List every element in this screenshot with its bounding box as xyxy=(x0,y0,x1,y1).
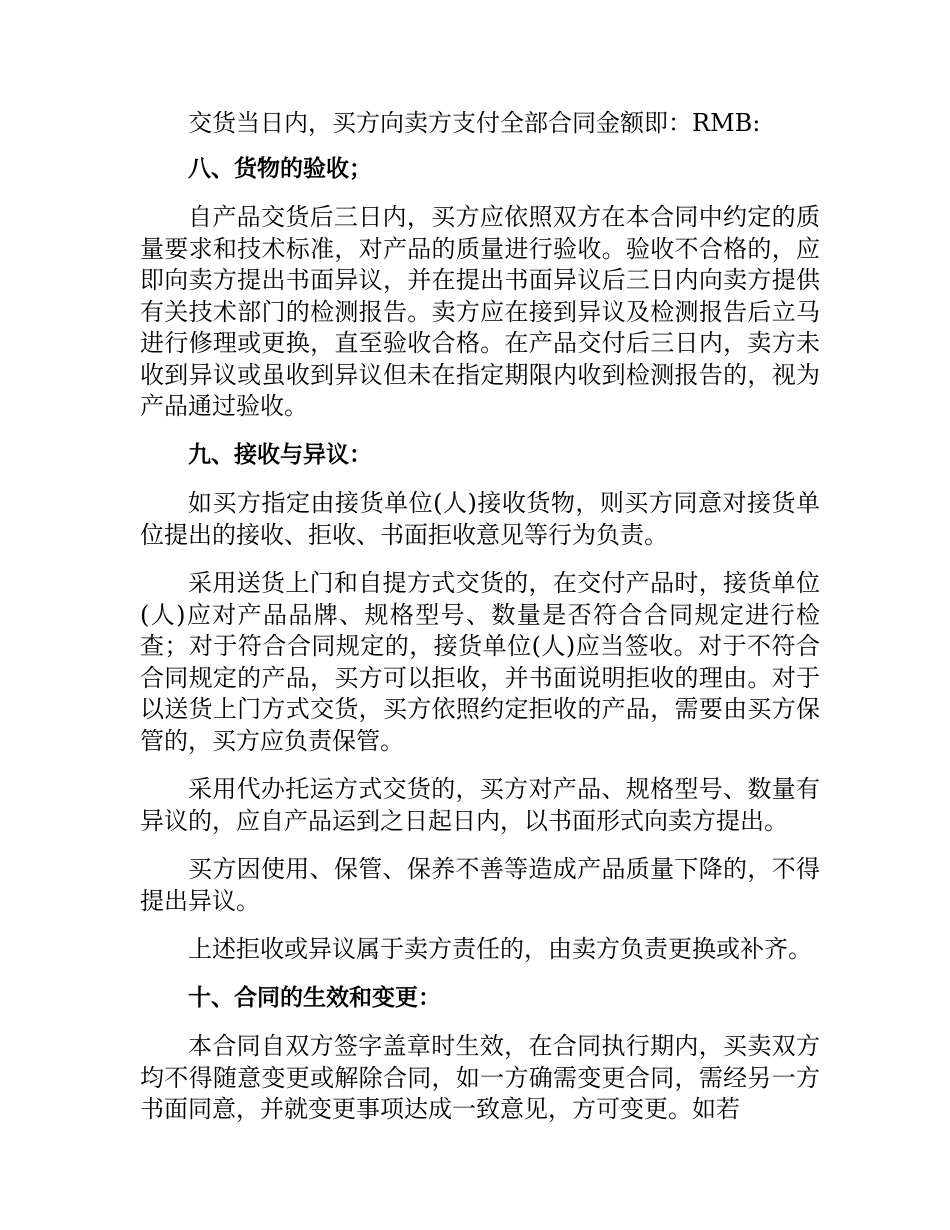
paragraph-delivery-inspection: 采用送货上门和自提方式交货的，在交付产品时，接货单位(人)应对产品品牌、规格型号、数量是否符合合同规定进行检查；对于符合合同规定的，接货单位(人)应当签收。对于不符合合同规定的产品，买方可以拒收，并书面说明拒收的理由。对于以送货上门方式交货，买方依照约定拒收的产品，需要由买方保管的，买方应负责保管。 xyxy=(140,569,820,755)
paragraph-seller-responsibility: 上述拒收或异议属于卖方责任的，由卖方负责更换或补齐。 xyxy=(188,935,812,963)
paragraph-consignment: 采用代办托运方式交货的，买方对产品、规格型号、数量有异议的，应自产品运到之日起日内，以书面形式向卖方提出。 xyxy=(140,775,820,835)
paragraph-payment: 交货当日内，买方向卖方支付全部合同金额即：RMB: xyxy=(188,109,761,137)
document-body xyxy=(140,108,820,1126)
heading-section-9: 九、接收与异议： xyxy=(188,441,372,468)
paragraph-effectiveness: 本合同自双方签字盖章时生效，在合同执行期内，买卖双方均不得随意变更或解除合同，如一方确需变更合同，需经另一方书面同意，并就变更事项达成一致意见，方可变更。如若 xyxy=(140,1032,820,1123)
paragraph-designated-receiver: 如买方指定由接货单位(人)接收货物，则买方同意对接货单位提出的接收、拒收、书面拒收意见等行为负责。 xyxy=(140,489,820,549)
paragraph-acceptance: 自产品交货后三日内，买方应依照双方在本合同中约定的质量要求和技术标准，对产品的质量进行验收。验收不合格的，应即向卖方提出书面异议，并在提出书面异议后三日内向卖方提供有关技术部门的检测报告。卖方应在接到异议及检测报告后立马进行修理或更换，直至验收合格。在产品交付后三日内，卖方未收到异议或虽收到异议但未在指定期限内收到检测报告的，视为产品通过验收。 xyxy=(140,203,820,420)
paragraph-improper-use: 买方因使用、保管、保养不善等造成产品质量下降的，不得提出异议。 xyxy=(140,855,820,915)
heading-section-8: 八、货物的验收； xyxy=(188,155,372,182)
heading-section-10: 十、合同的生效和变更： xyxy=(188,984,441,1011)
